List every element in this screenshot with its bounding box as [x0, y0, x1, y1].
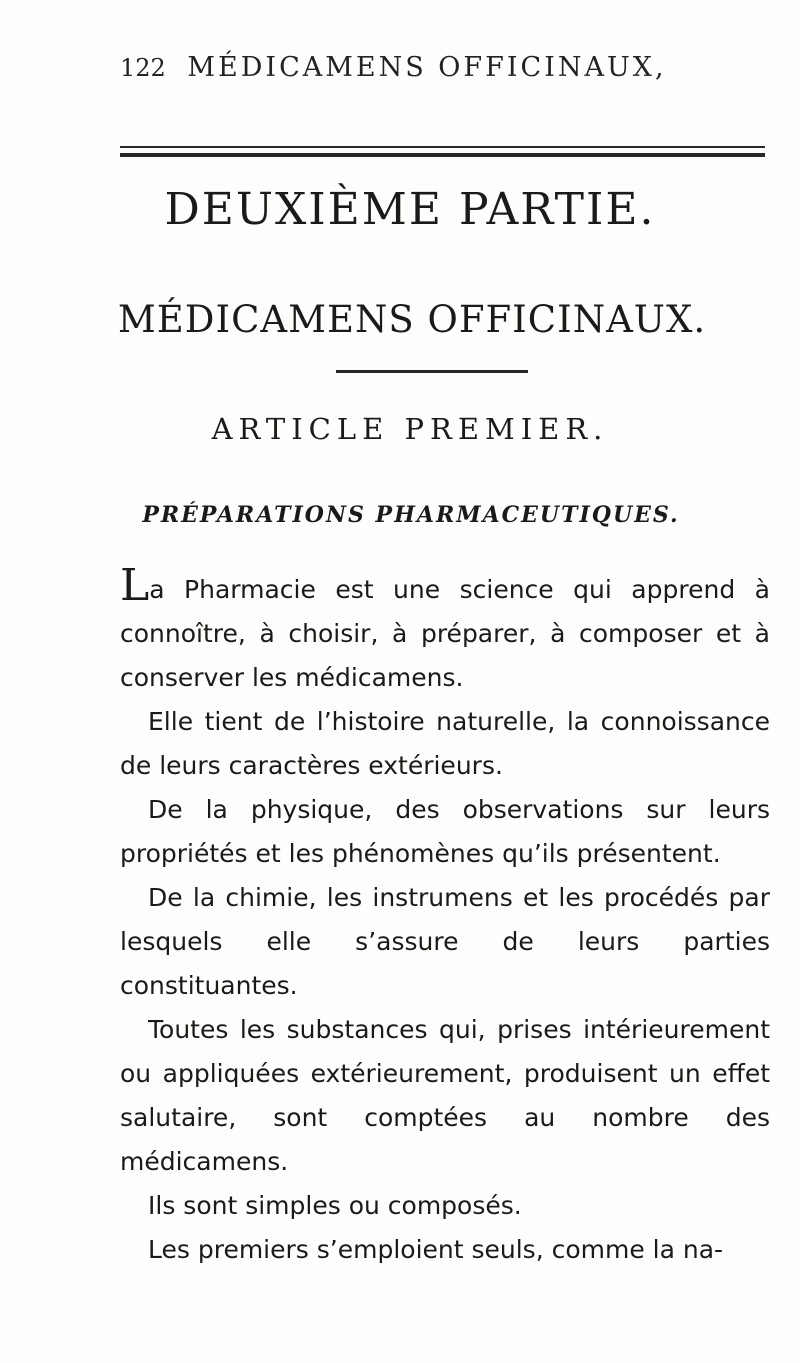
drop-cap: L	[120, 560, 150, 611]
paragraph-5: Toutes les substances qui, prises intérieurement ou appliquées extérieurement, produisent un effet salutaire, sont comptées au nombre des médicamens.	[120, 1015, 770, 1176]
body-text	[120, 560, 770, 1272]
running-header	[120, 52, 667, 83]
article-subtitle: PRÉPARATIONS PHARMACEUTIQUES.	[142, 502, 680, 528]
paragraph-2: Elle tient de l’histoire naturelle, la connoissance de leurs caractères extérieurs.	[120, 707, 770, 780]
section-title: MÉDICAMENS OFFICINAUX.	[117, 298, 707, 341]
running-header-title: MÉDICAMENS OFFICINAUX,	[187, 52, 667, 83]
thin-rule	[120, 146, 765, 148]
paragraph-3: De la physique, des observations sur leurs propriétés et les phénomènes qu’ils présentent.	[120, 795, 770, 868]
part-title: DEUXIÈME PARTIE.	[164, 184, 656, 235]
paragraph-7: Les premiers s’emploient seuls, comme la na-	[148, 1235, 724, 1264]
paragraph-1	[120, 560, 770, 700]
article-title: ARTICLE PREMIER.	[211, 412, 609, 446]
paragraph-4: De la chimie, les instrumens et les procédés par lesquels elle s’assure de leurs parties constituantes.	[120, 883, 770, 1000]
section-rule-divider	[336, 370, 528, 373]
page-number: 122	[120, 54, 166, 82]
paragraph-6: Ils sont simples ou composés.	[148, 1191, 522, 1220]
paragraph-text: a Pharmacie est une science qui apprend à connoître, à choisir, à préparer, à composer et à conserver les médicamens.	[120, 575, 770, 692]
thick-rule	[120, 153, 765, 157]
double-rule-divider	[120, 146, 765, 158]
